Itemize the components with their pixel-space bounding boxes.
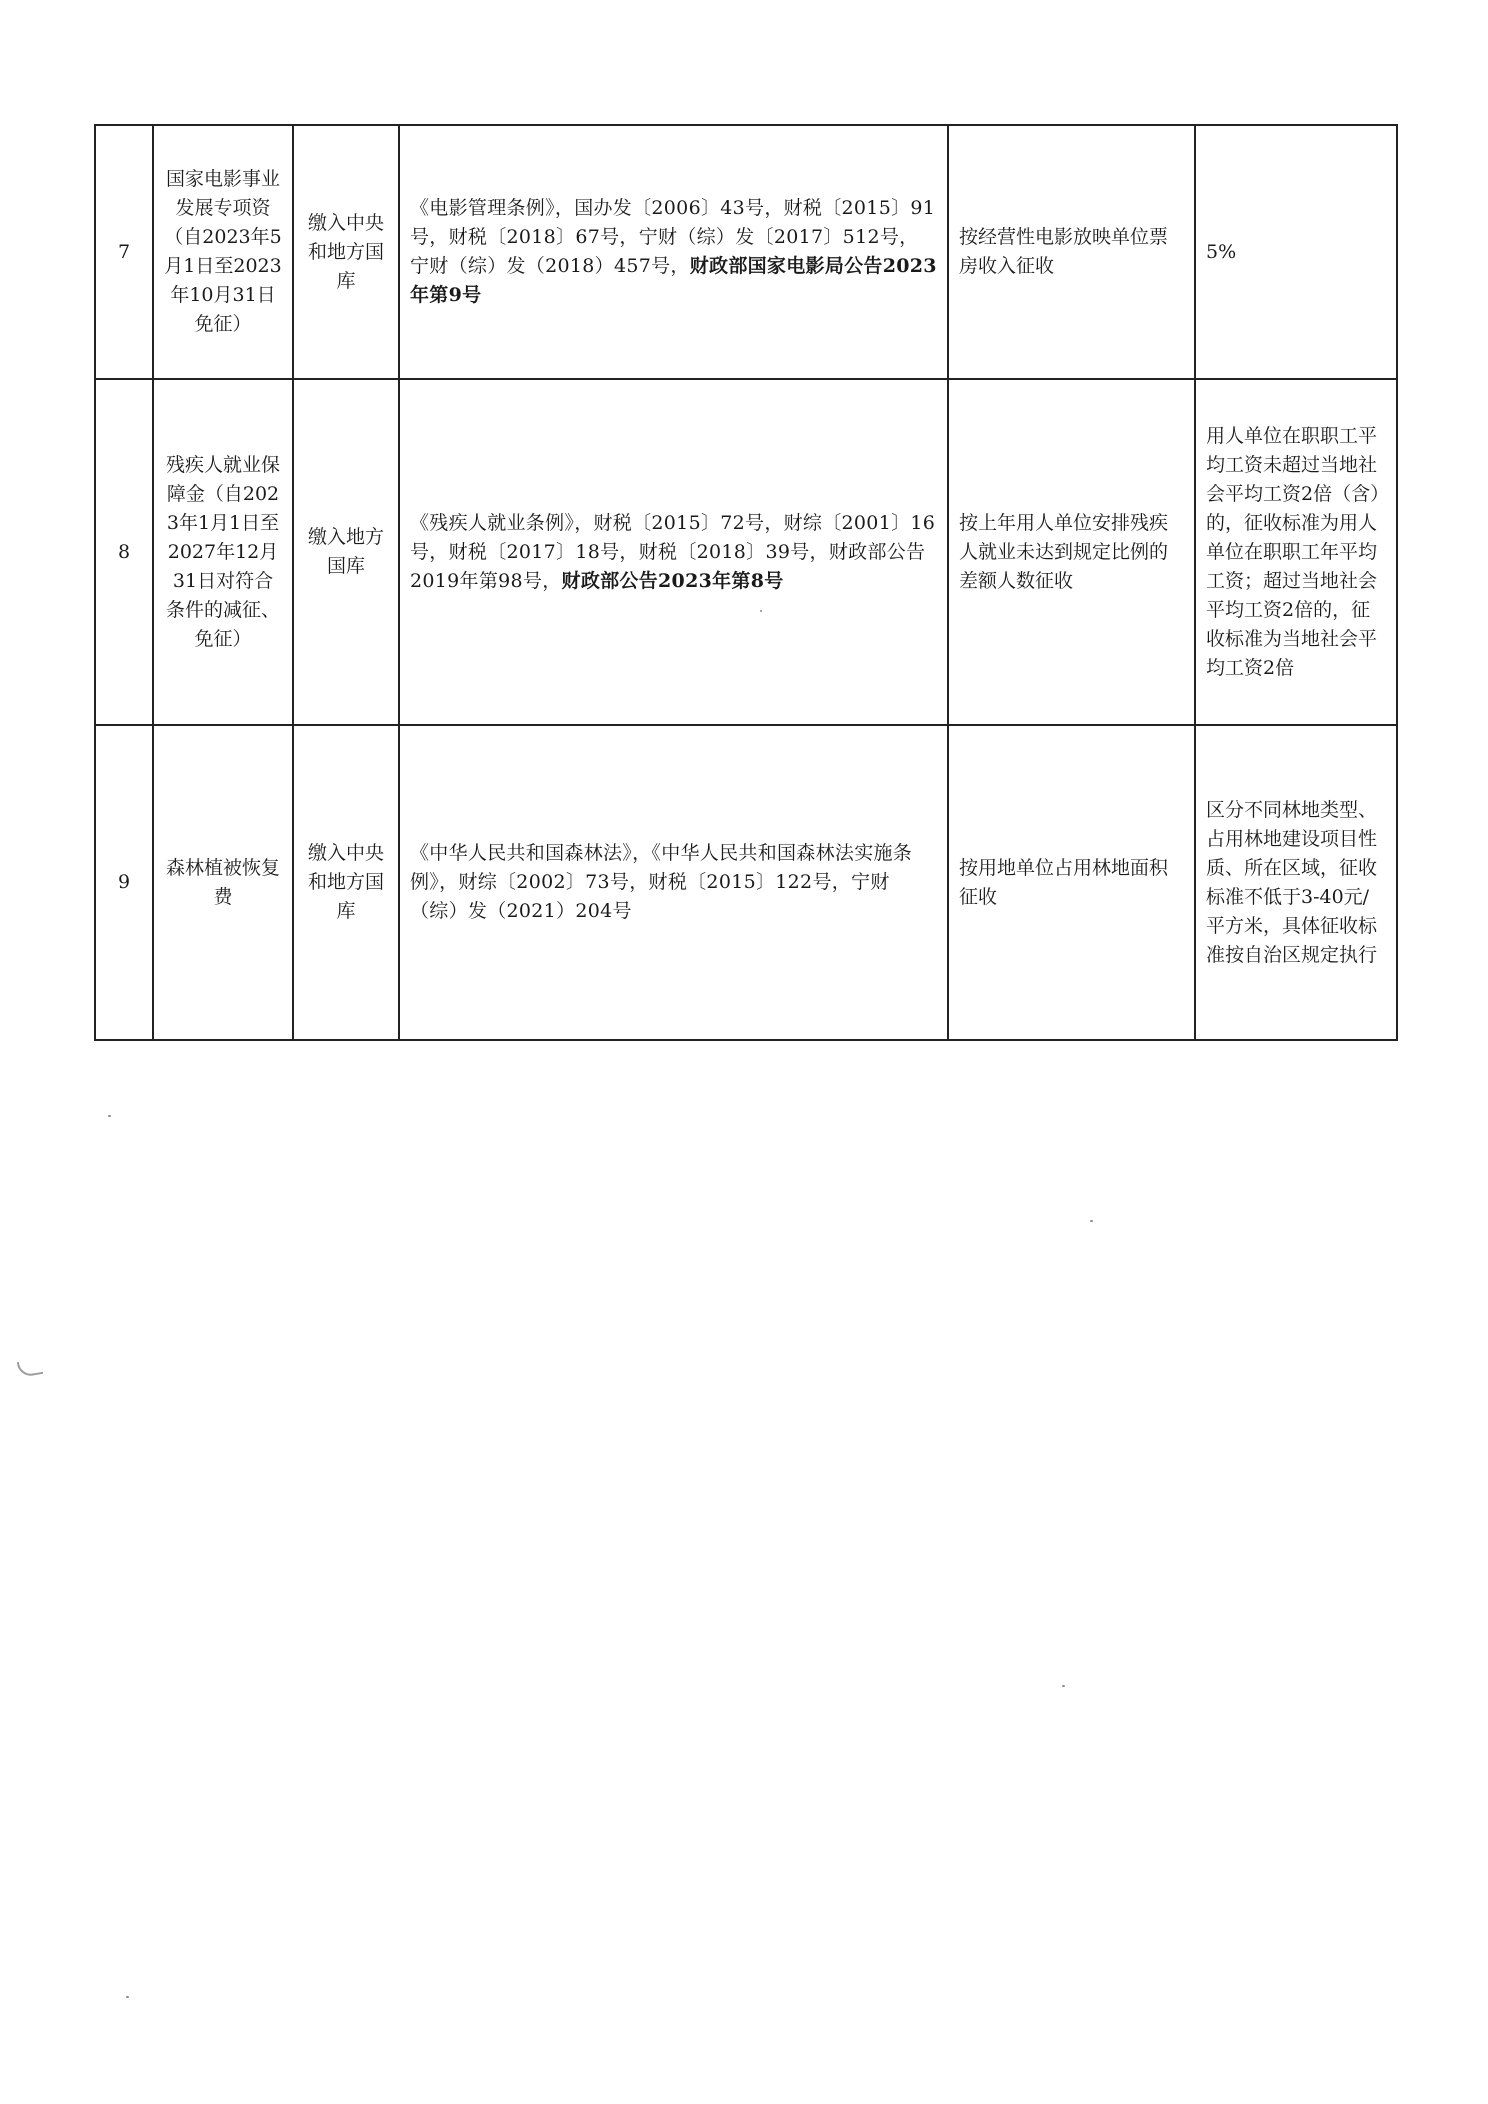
- scan-speck: [1090, 1220, 1093, 1222]
- row-number: 9: [95, 725, 153, 1040]
- collection-standard: 5%: [1195, 125, 1397, 379]
- legal-basis-text: 《中华人民共和国森林法》，《中华人民共和国森林法实施条例》，财综〔2002〕73号，财税〔2015〕122号，宁财（综）发（2021）204号: [410, 842, 913, 922]
- fee-name: 森林植被恢复费: [153, 725, 293, 1040]
- collection-method: 按上年用人单位安排残疾人就业未达到规定比例的差额人数征收: [948, 379, 1195, 725]
- legal-basis: [399, 379, 948, 725]
- scan-speck: [126, 1996, 129, 1998]
- legal-basis: [399, 725, 948, 1040]
- scan-speck: [1062, 1685, 1065, 1687]
- fee-name: 残疾人就业保障金（自2023年1月1日至2027年12月31日对符合条件的减征、免征）: [153, 379, 293, 725]
- table-row: [95, 379, 1397, 725]
- scan-speck: [108, 1115, 111, 1117]
- collection-standard: 用人单位在职职工平均工资未超过当地社会平均工资2倍（含）的，征收标准为用人单位在职职工年平均工资；超过当地社会平均工资2倍的，征收标准为当地社会平均工资2倍: [1195, 379, 1397, 725]
- legal-basis-bold-text: 财政部公告2023年第8号: [561, 569, 784, 592]
- treasury-destination: 缴入地方国库: [293, 379, 399, 725]
- row-number: 8: [95, 379, 153, 725]
- table-row: [95, 125, 1397, 379]
- fee-table: [94, 124, 1398, 1041]
- legal-basis-bold-text: 财政部国家电影局公告2023年第9号: [410, 255, 937, 306]
- legal-basis-text: 《电影管理条例》，国办发〔2006〕43号，财税〔2015〕91号，财税〔2018〕67号，宁财（综）发〔2017〕512号，宁财（综）发（2018）457号，: [410, 197, 936, 277]
- fee-name: 国家电影事业发展专项资（自2023年5月1日至2023年10月31日免征）: [153, 125, 293, 379]
- scan-mark: [17, 1358, 43, 1378]
- collection-method: 按经营性电影放映单位票房收入征收: [948, 125, 1195, 379]
- collection-standard: 区分不同林地类型、占用林地建设项目性质、所在区域，征收标准不低于3-40元/平方米，具体征收标准按自治区规定执行: [1195, 725, 1397, 1040]
- row-number: 7: [95, 125, 153, 379]
- collection-method: 按用地单位占用林地面积征收: [948, 725, 1195, 1040]
- treasury-destination: 缴入中央和地方国库: [293, 125, 399, 379]
- legal-basis-text: 《残疾人就业条例》，财税〔2015〕72号，财综〔2001〕16号，财税〔2017〕18号，财税〔2018〕39号，财政部公告2019年第98号，: [410, 511, 936, 592]
- table-row: [95, 725, 1397, 1040]
- treasury-destination: 缴入中央和地方国库: [293, 725, 399, 1040]
- legal-basis: [399, 125, 948, 379]
- scan-speck: [760, 610, 762, 612]
